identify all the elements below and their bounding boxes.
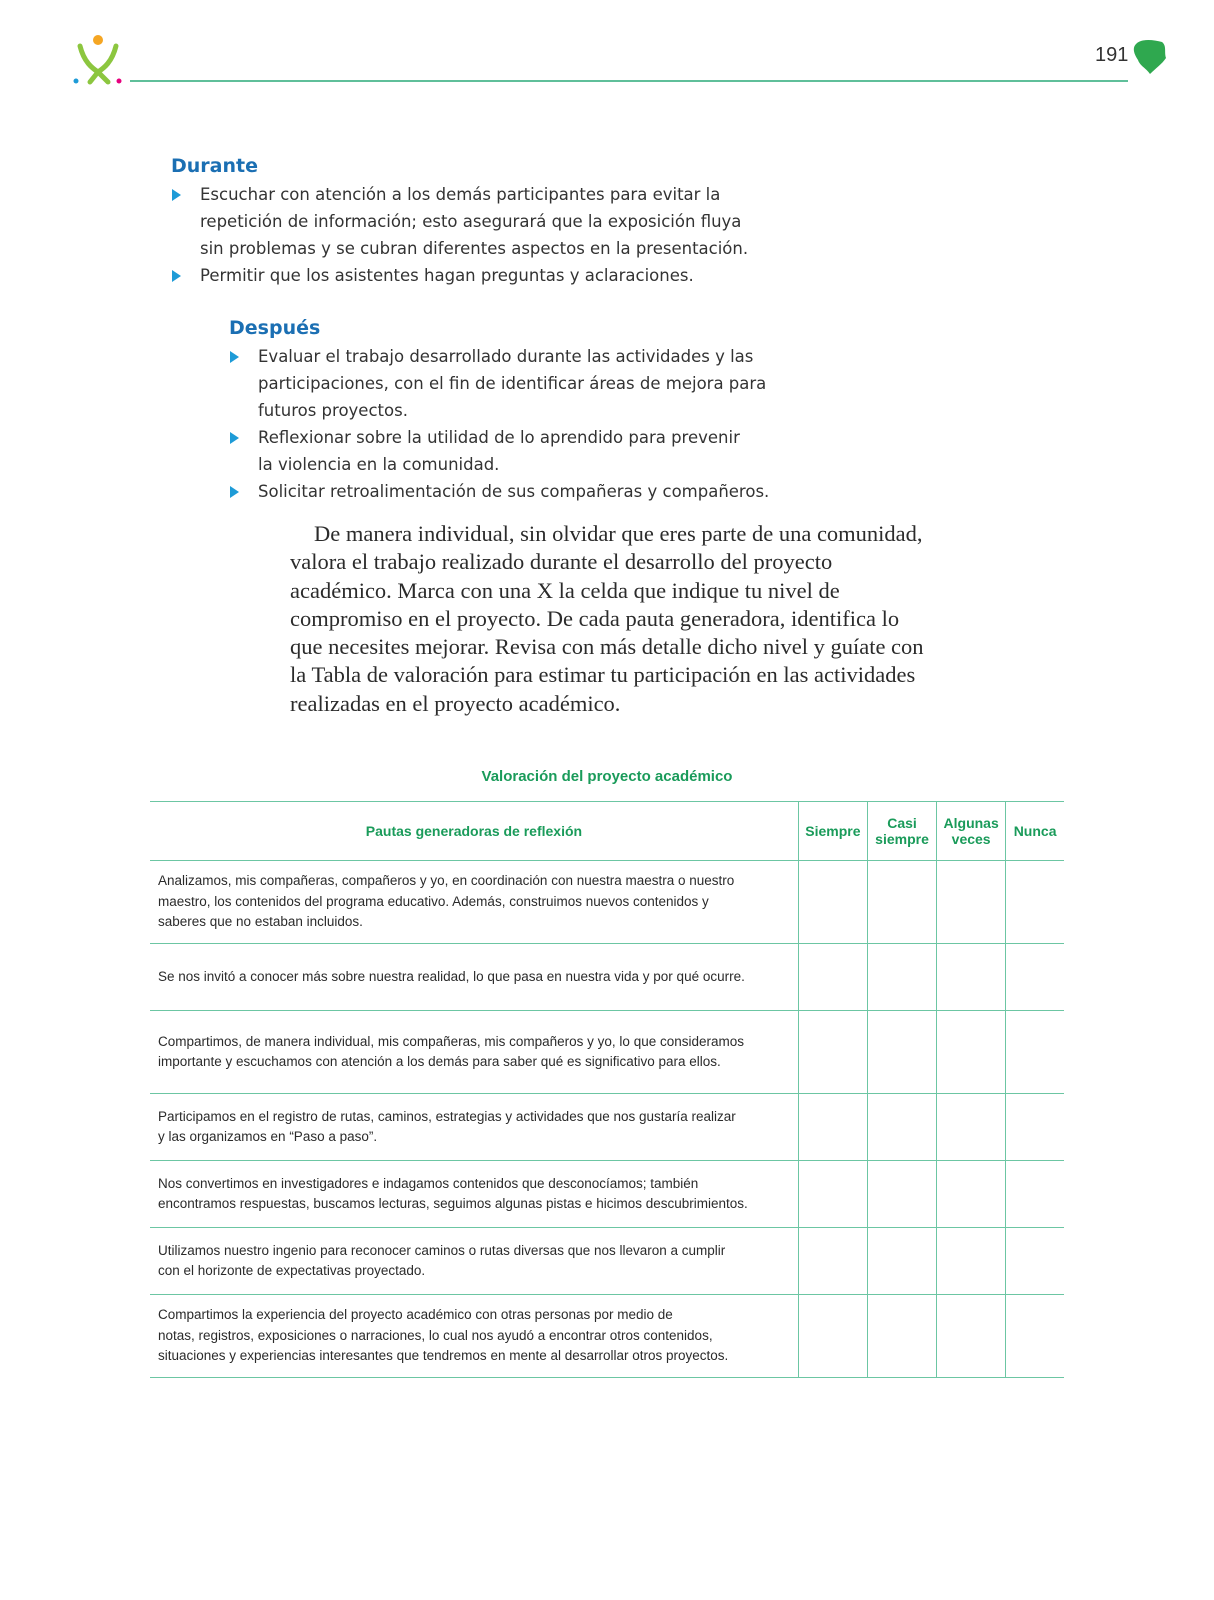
header-pautas: Pautas generadoras de reflexión (150, 802, 798, 861)
bullet-arrow-icon (230, 486, 239, 498)
list-item: Reflexionar sobre la utilidad de lo aprendido para prevenir la violencia en la comunidad. (228, 424, 848, 478)
list-item: Solicitar retroalimentación de sus compañeras y compañeros. (228, 478, 848, 505)
despues-list (228, 343, 848, 505)
pauta-cell: Participamos en el registro de rutas, caminos, estrategias y actividades que nos gustaría realizar y las organizamos en “Paso a paso”. (150, 1094, 798, 1161)
casi-siempre-cell[interactable] (867, 861, 936, 944)
header-algunas-veces: Algunas veces (937, 802, 1006, 861)
despues-title: Después (229, 317, 321, 339)
durante-list (170, 181, 790, 289)
header-nunca: Nunca (1006, 802, 1064, 861)
page-number: 191 (1095, 44, 1129, 66)
algunas-veces-cell[interactable] (937, 861, 1006, 944)
siempre-cell[interactable] (798, 1295, 867, 1378)
list-item: Permitir que los asistentes hagan preguntas y aclaraciones. (170, 262, 790, 289)
pauta-cell: Compartimos la experiencia del proyecto académico con otras personas por medio de notas, registros, exposiciones o narraciones, lo cual nos ayudó a encontrar otros contenidos, situaciones y experiencias interesantes que tendremos en mente al desarrollar otros proyectos. (150, 1295, 798, 1378)
table-row (150, 861, 1064, 944)
bullet-arrow-icon (230, 432, 239, 444)
algunas-veces-cell[interactable] (937, 1228, 1006, 1295)
siempre-cell[interactable] (798, 1161, 867, 1228)
header-rule (130, 80, 1128, 82)
nunca-cell[interactable] (1006, 1094, 1064, 1161)
map-leaf-icon (1132, 38, 1168, 76)
casi-siempre-cell[interactable] (867, 1094, 936, 1161)
bullet-arrow-icon (172, 270, 181, 282)
table-row (150, 1295, 1064, 1378)
nunca-cell[interactable] (1006, 944, 1064, 1011)
pauta-cell: Analizamos, mis compañeras, compañeros y yo, en coordinación con nuestra maestra o nuestro maestro, los contenidos del programa educativo. Además, construimos nuevos contenidos y saberes que no estaban incluidos. (150, 861, 798, 944)
nunca-cell[interactable] (1006, 1295, 1064, 1378)
table-row (150, 1161, 1064, 1228)
siempre-cell[interactable] (798, 1228, 867, 1295)
bullet-arrow-icon (230, 351, 239, 363)
durante-title: Durante (171, 155, 258, 177)
algunas-veces-cell[interactable] (937, 1011, 1006, 1094)
casi-siempre-cell[interactable] (867, 1228, 936, 1295)
valuation-table (150, 801, 1064, 1378)
algunas-veces-cell[interactable] (937, 1094, 1006, 1161)
table-row (150, 1228, 1064, 1295)
pauta-cell: Utilizamos nuestro ingenio para reconocer caminos o rutas diversas que nos llevaron a cumplir con el horizonte de expectativas proyectado. (150, 1228, 798, 1295)
list-item: Evaluar el trabajo desarrollado durante las actividades y las participaciones, con el fin de identificar áreas de mejora para futuros proyectos. (228, 343, 848, 424)
algunas-veces-cell[interactable] (937, 1161, 1006, 1228)
header-casi-siempre: Casi siempre (867, 802, 936, 861)
instruction-paragraph: De manera individual, sin olvidar que eres parte de una comunidad, valora el trabajo realizado durante el desarrollo del proyecto académico. Marca con una X la celda que indique tu nivel de compromiso en el proyecto. De cada pauta generadora, identifica lo que necesites mejorar. Revisa con más detalle dicho nivel y guíate con la Tabla de valoración para estimar tu participación en las actividades realizadas en el proyecto académico. (290, 521, 924, 716)
header-siempre: Siempre (798, 802, 867, 861)
book-logo-icon (70, 32, 130, 86)
list-item: Escuchar con atención a los demás participantes para evitar la repetición de información; esto asegurará que la exposición fluya sin problemas y se cubran diferentes aspectos en la presentación. (170, 181, 790, 262)
algunas-veces-cell[interactable] (937, 944, 1006, 1011)
siempre-cell[interactable] (798, 1011, 867, 1094)
nunca-cell[interactable] (1006, 861, 1064, 944)
table-header-row (150, 802, 1064, 861)
pauta-cell: Se nos invitó a conocer más sobre nuestra realidad, lo que pasa en nuestra vida y por qué ocurre. (150, 944, 798, 1011)
casi-siempre-cell[interactable] (867, 1161, 936, 1228)
table-title: Valoración del proyecto académico (481, 768, 733, 785)
pauta-cell: Nos convertimos en investigadores e indagamos contenidos que desconocíamos; también encontramos respuestas, buscamos lecturas, seguimos algunas pistas e hicimos descubrimientos. (150, 1161, 798, 1228)
casi-siempre-cell[interactable] (867, 1011, 936, 1094)
table-row (150, 1011, 1064, 1094)
casi-siempre-cell[interactable] (867, 944, 936, 1011)
table-row (150, 944, 1064, 1011)
siempre-cell[interactable] (798, 1094, 867, 1161)
bullet-arrow-icon (172, 189, 181, 201)
casi-siempre-cell[interactable] (867, 1295, 936, 1378)
algunas-veces-cell[interactable] (937, 1295, 1006, 1378)
table-row (150, 1094, 1064, 1161)
siempre-cell[interactable] (798, 861, 867, 944)
nunca-cell[interactable] (1006, 1161, 1064, 1228)
pauta-cell: Compartimos, de manera individual, mis compañeras, mis compañeros y yo, lo que consideramos importante y escuchamos con atención a los demás para saber qué es significativo para ellos. (150, 1011, 798, 1094)
nunca-cell[interactable] (1006, 1011, 1064, 1094)
nunca-cell[interactable] (1006, 1228, 1064, 1295)
siempre-cell[interactable] (798, 944, 867, 1011)
